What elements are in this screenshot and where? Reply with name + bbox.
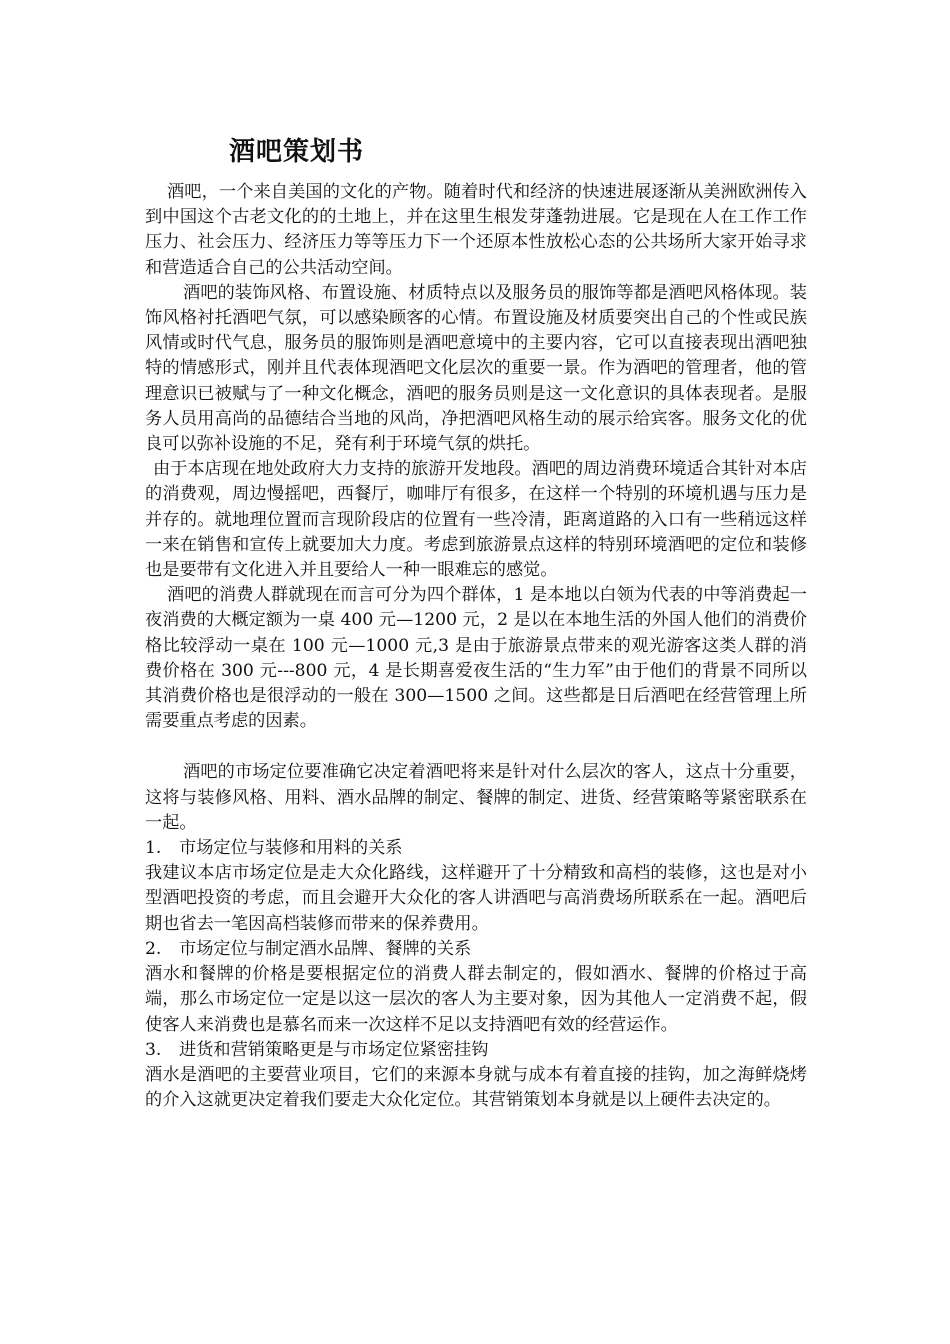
section-3-number: 3. [145, 1039, 162, 1060]
section-3-heading-text: 进货和营销策略更是与市场定位紧密挂钩 [179, 1039, 489, 1060]
section-1-body: 我建议本店市场定位是走大众化路线，这样避开了十分精致和高档的装修，这也是对小型酒吧投资的考虑，而且会避开大众化的客人讲酒吧与高消费场所联系在一起。酒吧后期也省去一笔因高档装修而带来的保养费用。 [145, 863, 807, 934]
intro-paragraph-1: 酒吧，一个来自美国的文化的产物。随着时代和经济的快速进展逐渐从美洲欧洲传入到中国这个古老文化的的土地上，并在这里生根发芽蓬勃进展。它是现在人在工作工作压力、社会压力、经济压力等等压力下一个还原本性放松心态的公共场所大家开始寻求和营造适合自己的公共活动空间。 [145, 182, 807, 278]
section-3-body: 酒水是酒吧的主要营业项目，它们的来源本身就与成本有着直接的挂钩，加之海鲜烧烤的介入这就更决定着我们要走大众化定位。其营销策划本身就是以上硬件去决定的。 [145, 1064, 807, 1111]
section-2-number: 2. [145, 938, 162, 959]
section-2-body: 酒水和餐牌的价格是要根据定位的消费人群去制定的，假如酒水、餐牌的价格过于高端，那么市场定位一定是以这一层次的客人为主要对象，因为其他人一定消费不起，假使客人来消费也是慕名而来一次这样不足以支持酒吧有效的经营运作。 [145, 964, 807, 1035]
positioning-paragraph: 酒吧的市场定位要准确它决定着酒吧将来是针对什么层次的客人，这点十分重要，这将与装修风格、用料、酒水品牌的制定、餐牌的制定、进货、经营策略等紧密联系在一起。 [145, 762, 807, 833]
intro-paragraph-3: 由于本店现在地处政府大力支持的旅游开发地段。酒吧的周边消费环境适合其针对本店的消费观，周边慢摇吧，西餐厅，咖啡厅有很多，在这样一个特别的环境机遇与压力是并存的。就地理位置而言现阶段店的位置有一些冷清，距离道路的入口有一些稍远这样一来在销售和宣传上就要加大力度。考虑到旅游景点这样的特别环境酒吧的定位和装修也是要带有文化进入并且要给人一种一眼难忘的感觉。 [145, 459, 807, 581]
section-3-heading [145, 1038, 807, 1063]
section-1-heading-text: 市场定位与装修和用料的关系 [179, 838, 403, 859]
section-1-number: 1. [145, 838, 162, 859]
intro-paragraph-4: 酒吧的消费人群就现在而言可分为四个群体，1 是本地以白领为代表的中等消费起一夜消费的大概定额为一桌 400 元—1200 元，2 是以在本地生活的外国人他们的消费价格比较浮动一桌在 100 元—1000 元,3 是由于旅游景点带来的观光游客这类人群的消费价格在 300 元---800 元，4 是长期喜爱夜生活的“生力军”由于他们的背景不同所以其消费价格也是很浮动的一般在 300—1500 之间。这些都是日后酒吧在经营管理上所需要重点考虑的因素。 [145, 585, 807, 732]
section-1-heading [145, 836, 807, 861]
document-page [145, 130, 807, 1113]
document-title: 酒吧策划书 [229, 137, 365, 167]
section-2-heading [145, 937, 807, 962]
paragraph-spacer [145, 734, 807, 760]
intro-paragraph-2: 酒吧的装饰风格、布置设施、材质特点以及服务员的服饰等都是酒吧风格体现。装饰风格衬托酒吧气氛，可以感染顾客的心情。布置设施及材质要突出自己的个性或民族风情或时代气息，服务员的服饰则是酒吧意境中的主要内容，它可以直接表现出酒吧独特的情感形式，刚并且代表体现酒吧文化层次的重要一景。作为酒吧的管理者，他的管理意识已被赋与了一种文化概念，酒吧的服务员则是这一文化意识的具体表现者。是服务人员用高尚的品德结合当地的风尚，净把酒吧风格生动的展示给宾客。服务文化的优良可以弥补设施的不足，発有利于环境气氛的烘托。 [145, 282, 807, 455]
section-2-heading-text: 市场定位与制定酒水品牌、餐牌的关系 [179, 938, 472, 959]
